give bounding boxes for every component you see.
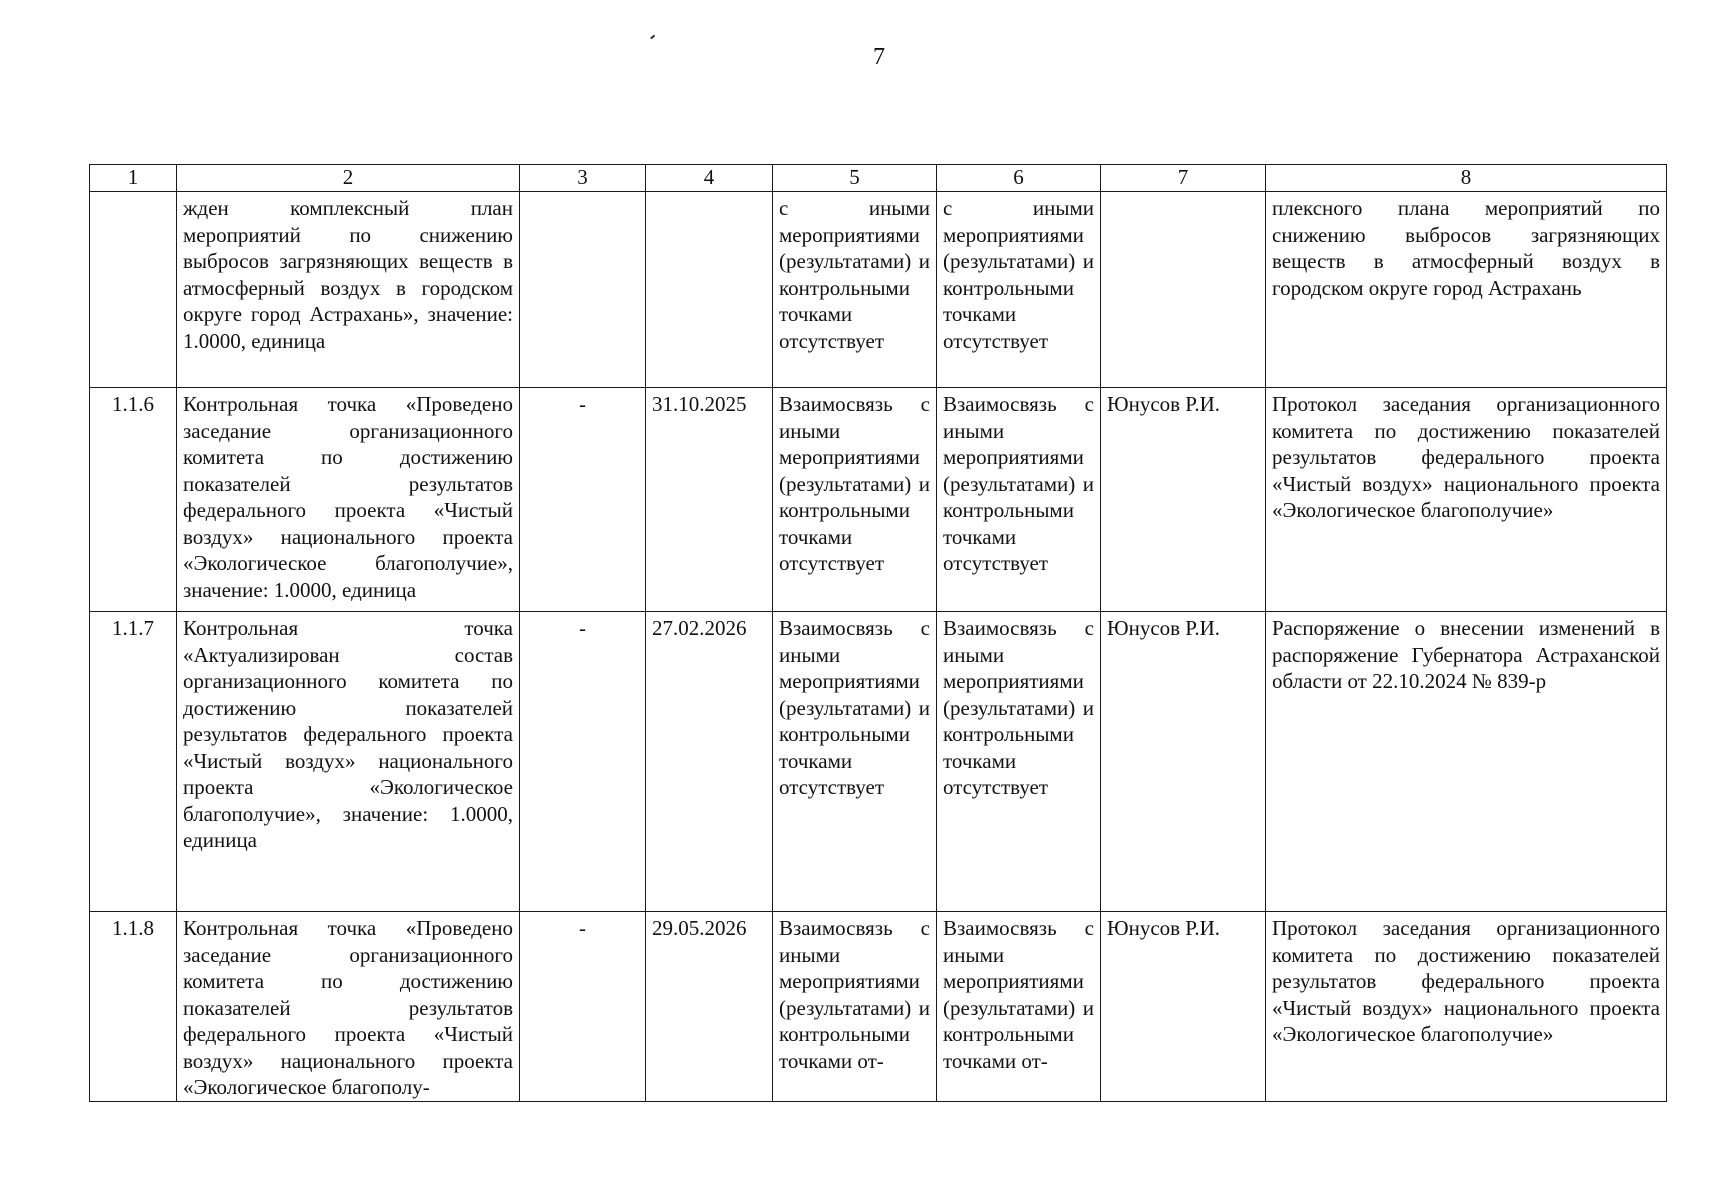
cell-link-prev: Взаимосвязь с иными мероприятиями (результатами) и контрольными точками отсутствует <box>773 612 937 912</box>
cell-link-prev: Взаимосвязь с иными мероприятиями (результатами) и контрольными точками от- <box>773 912 937 1102</box>
header-col-2: 2 <box>177 165 520 192</box>
cell-name: Контрольная точка «Проведено заседание организационного комитета по достижению показателей результатов федерального проекта «Чистый воздух» национального проекта «Экологическое благополучие», значение: 1.0000, единица <box>177 388 520 612</box>
cell-responsible: Юнусов Р.И. <box>1101 388 1266 612</box>
cell-col3 <box>520 192 646 388</box>
cell-date <box>646 192 773 388</box>
cell-link-prev: Взаимосвязь с иными мероприятиями (результатами) и контрольными точками отсутствует <box>773 388 937 612</box>
header-col-6: 6 <box>937 165 1101 192</box>
header-col-8: 8 <box>1266 165 1667 192</box>
page-number: 7 <box>873 44 885 70</box>
cell-number: 1.1.7 <box>90 612 177 912</box>
measures-table <box>89 164 1667 1102</box>
cell-date: 31.10.2025 <box>646 388 773 612</box>
header-col-4: 4 <box>646 165 773 192</box>
cell-document: плексного плана мероприятий по снижению выбросов загрязняющих веществ в атмосферный воздух в городском округе город Астрахань <box>1266 192 1667 388</box>
cell-link-next: Взаимосвязь с иными мероприятиями (результатами) и контрольными точками от- <box>937 912 1101 1102</box>
table-row <box>90 912 1667 1102</box>
header-row <box>90 165 1667 192</box>
cell-col3: - <box>520 912 646 1102</box>
cell-link-next: Взаимосвязь с иными мероприятиями (результатами) и контрольными точками отсутствует <box>937 612 1101 912</box>
cell-number: 1.1.6 <box>90 388 177 612</box>
cell-responsible <box>1101 192 1266 388</box>
cell-document: Протокол заседания организационного комитета по достижению показателей результатов федерального проекта «Чистый воздух» национального проекта «Экологическое благополучие» <box>1266 388 1667 612</box>
cell-name: жден комплексный план мероприятий по снижению выбросов загрязняющих веществ в атмосферный воздух в городском округе город Астрахань», значение: 1.0000, единица <box>177 192 520 388</box>
cell-name: Контрольная точка «Актуализирован состав организационного комитета по достижению показателей результатов федерального проекта «Чистый воздух» национального проекта «Экологическое благополучие», значение: 1.0000, единица <box>177 612 520 912</box>
cell-link-next: Взаимосвязь с иными мероприятиями (результатами) и контрольными точками отсутствует <box>937 388 1101 612</box>
cell-link-prev: с иными мероприятиями (результатами) и контрольными точками отсутствует <box>773 192 937 388</box>
header-col-1: 1 <box>90 165 177 192</box>
cell-responsible: Юнусов Р.И. <box>1101 612 1266 912</box>
scan-speck <box>650 35 655 39</box>
header-col-5: 5 <box>773 165 937 192</box>
header-col-3: 3 <box>520 165 646 192</box>
cell-col3: - <box>520 612 646 912</box>
cell-number: 1.1.8 <box>90 912 177 1102</box>
table-row <box>90 192 1667 388</box>
table-row <box>90 612 1667 912</box>
cell-link-next: с иными мероприятиями (результатами) и контрольными точками отсутствует <box>937 192 1101 388</box>
cell-col3: - <box>520 388 646 612</box>
cell-document: Распоряжение о внесении изменений в распоряжение Губернатора Астраханской области от 22.10.2024 № 839-р <box>1266 612 1667 912</box>
cell-number <box>90 192 177 388</box>
table-row <box>90 388 1667 612</box>
cell-name: Контрольная точка «Проведено заседание организационного комитета по достижению показателей результатов федерального проекта «Чистый воздух» национального проекта «Экологическое благополу- <box>177 912 520 1102</box>
cell-responsible: Юнусов Р.И. <box>1101 912 1266 1102</box>
header-col-7: 7 <box>1101 165 1266 192</box>
cell-date: 27.02.2026 <box>646 612 773 912</box>
cell-document: Протокол заседания организационного комитета по достижению показателей результатов федерального проекта «Чистый воздух» национального проекта «Экологическое благополучие» <box>1266 912 1667 1102</box>
cell-date: 29.05.2026 <box>646 912 773 1102</box>
